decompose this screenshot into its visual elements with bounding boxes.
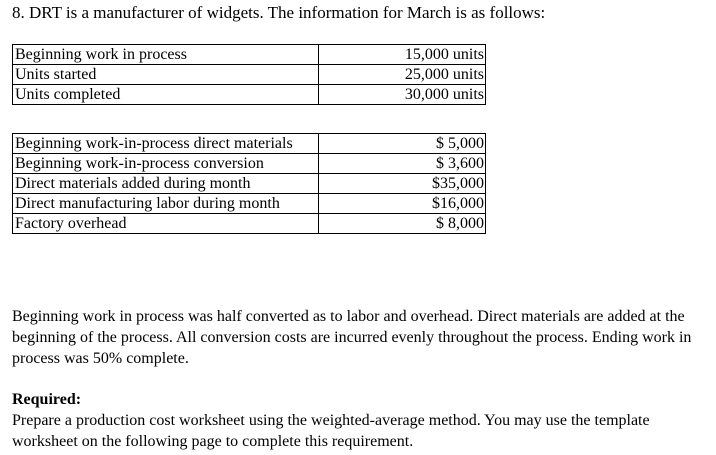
cost-value-labor: $16,000 [319,194,486,214]
costs-table [12,133,486,234]
required-text: Prepare a production cost worksheet using the weighted-average method. You may use the template worksheet on the following page to complete this requirement. [12,412,650,450]
required-heading: Required: [12,391,82,408]
units-label-started: Units started [13,65,319,85]
units-value-started: 25,000 units [319,65,486,85]
units-table [12,44,486,105]
table-row [13,174,486,194]
cost-label-beginning-wip-conversion: Beginning work-in-process conversion [13,154,319,174]
cost-label-overhead: Factory overhead [13,214,319,234]
table-row [13,214,486,234]
units-value-completed: 30,000 units [319,85,486,105]
units-value-beginning-wip: 15,000 units [319,45,486,65]
cost-value-overhead: $ 8,000 [319,214,486,234]
units-label-completed: Units completed [13,85,319,105]
units-label-beginning-wip: Beginning work in process [13,45,319,65]
table-row [13,134,486,154]
table-row [13,194,486,214]
table-row [13,85,486,105]
table-row [13,154,486,174]
cost-label-beginning-wip-materials: Beginning work-in-process direct materials [13,134,319,154]
table-row [13,65,486,85]
cost-value-beginning-wip-materials: $ 5,000 [319,134,486,154]
cost-label-labor: Direct manufacturing labor during month [13,194,319,214]
cost-label-materials-added: Direct materials added during month [13,174,319,194]
cost-value-beginning-wip-conversion: $ 3,600 [319,154,486,174]
table-row [13,45,486,65]
cost-value-materials-added: $35,000 [319,174,486,194]
question-title: 8. DRT is a manufacturer of widgets. The information for March is as follows: [12,3,546,22]
description-paragraph: Beginning work in process was half converted as to labor and overhead. Direct materials are added at the beginning of the process. All conversion costs are incurred evenly throughout the process. Ending work in process was 50% complete. [12,308,692,367]
